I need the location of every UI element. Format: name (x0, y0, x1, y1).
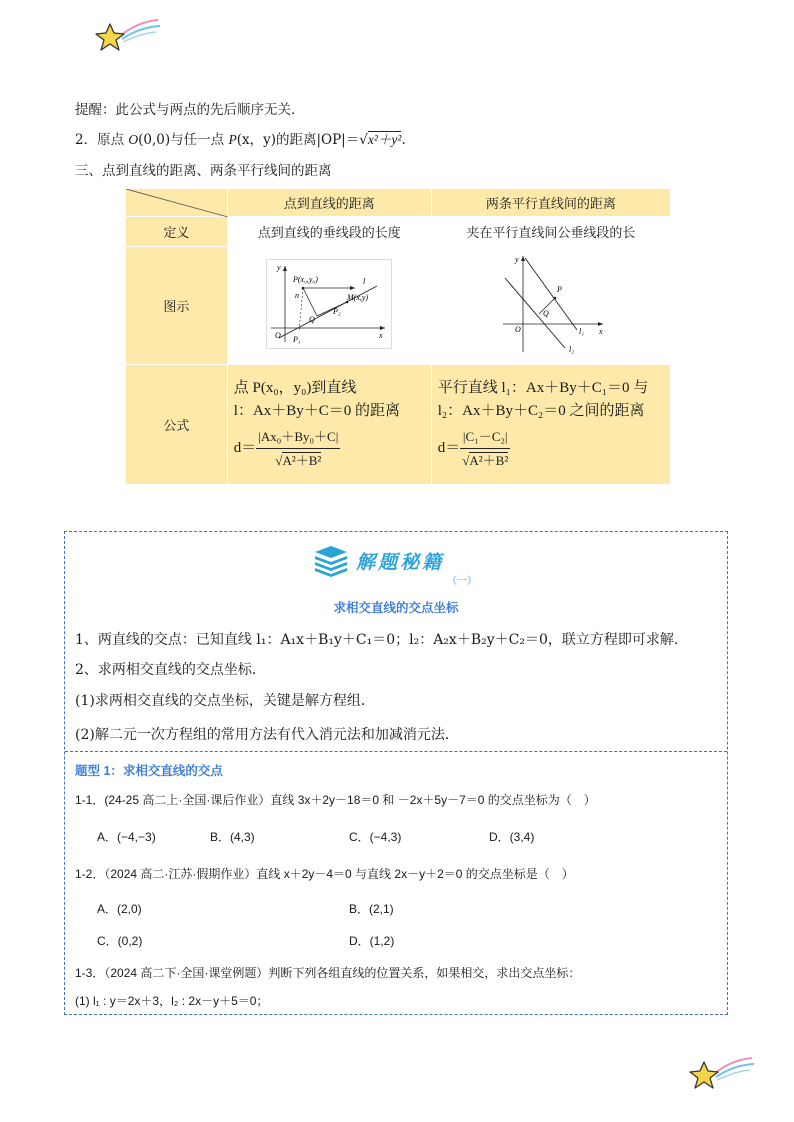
formula1-numerator: |Ax₀＋By₀＋C| (256, 425, 340, 449)
fig2-y: y (514, 254, 519, 264)
fig1-p2: P₂ (333, 306, 341, 316)
method-p3: (1)求两相交直线的交点坐标，关键是解方程组． (75, 693, 375, 709)
question-1-3-sub1: (1) l₁ : y＝2x＋3，l₂ : 2x－y＋5＝0； (75, 994, 269, 1008)
item2-pcoords: (x，y) (236, 132, 276, 148)
parallel-lines-diagram (495, 252, 607, 356)
item2-prefix: 2．原点 (75, 132, 129, 148)
question-1-1: 1-1．(24-25 高二上·全国·课后作业）直线 3x＋2y－18＝0 和 －2x＋5y－7＝0 的交点坐标为（ ） (75, 793, 596, 807)
formula2-numerator: |C₁－C₂| (460, 425, 510, 449)
distance-origin-line: 2．原点 O(0,0)与任一点 P(x，y)的距离|OP|＝√x²＋y². (75, 132, 406, 148)
books-icon (311, 544, 351, 578)
method-p2: 2、求两相交直线的交点坐标． (75, 662, 266, 678)
fig2-l1: l₁ (578, 326, 584, 336)
q1-option-d[interactable]: D．(3,4) (489, 830, 535, 844)
table-col-parallel: 两条平行直线间的距离 (431, 189, 670, 217)
item2-mid: 与任一点 (170, 132, 229, 148)
hint-line (75, 98, 305, 118)
definition-point-line: 点到直线的垂线段的长度 (227, 217, 431, 247)
fig1-p: P(x₀,y₀) (293, 274, 319, 284)
hint-text: 此公式与两点的先后顺序无关． (115, 102, 305, 118)
item2-tail: 的距离|OP|＝ (275, 132, 360, 148)
box-divider (65, 751, 727, 752)
q2-option-b[interactable]: B．(2,1) (349, 902, 394, 916)
section-heading: 三、点到直线的距离、两条平行线间的距离 (75, 163, 332, 179)
type-title: 题型 1：求相交直线的交点 (75, 764, 223, 778)
figure-parallel-cell (431, 247, 670, 365)
q2-option-c[interactable]: C．(0,2) (97, 934, 143, 948)
table-corner (126, 189, 228, 217)
fig2-q: Q (542, 308, 549, 318)
figure-point-line-cell (227, 247, 431, 365)
formula2-line2: l₂：Ax＋By＋C₂＝0 之间的距离 (437, 403, 645, 419)
definition-parallel: 夹在平行直线间公垂线段的长 (431, 217, 670, 247)
formula-point-line: 点 P(x₀，y₀)到直线 l：Ax＋By＋C＝0 的距离 d＝ $\frac{\text{|Ax₀＋By₀＋C|}}{\text{√A²＋B²}}$ (227, 365, 431, 485)
point-line-diagram (266, 259, 392, 349)
formula-parallel: 平行直线 l₁：Ax＋By＋C₁＝0 与 l₂：Ax＋By＋C₂＝0 之间的距离 d＝ $\frac{\text{|C₁－C₂|}}{\text{√A²＋B²}}$ (431, 365, 670, 485)
fig1-q: Q (309, 314, 316, 324)
method-p1: 1、两直线的交点：已知直线 l₁：A₁x＋B₁y＋C₁＝0；l₂：A₂x＋B₂y＋C₂＝0，联立方程即可求解. (75, 632, 679, 648)
banner-number: （一） (447, 576, 477, 587)
formula1-d: d＝ (233, 439, 257, 456)
banner (311, 544, 477, 587)
item2-p: P (228, 132, 237, 147)
item2-o: O (128, 132, 139, 147)
distance-table (125, 188, 671, 485)
row-label-formula: 公式 (126, 365, 228, 485)
fig2-p: P (556, 284, 562, 294)
q1-option-c[interactable]: C．(−4,3) (349, 830, 402, 844)
formula1-denominator: A²＋B² (282, 453, 322, 468)
question-1-2: 1-2．（2024 高二·江苏·假期作业）直线 x＋2y－4＝0 与直线 2x－y＋2＝0 的交点坐标是（ ） (75, 867, 574, 881)
fig2-o: O (514, 324, 521, 334)
method-p4: (2)解二元一次方程组的常用方法有代入消元法和加减消元法． (75, 727, 459, 743)
formula1-line2: l：Ax＋By＋C＝0 的距离 (233, 403, 401, 419)
table-col-point-line: 点到直线的距离 (227, 189, 431, 217)
banner-title: 解题秘籍 (356, 551, 445, 574)
q1-option-a[interactable]: A．(−4,−3) (97, 830, 156, 844)
item2-end: . (401, 132, 406, 148)
fig2-x: x (598, 326, 603, 336)
fig1-y: y (277, 262, 281, 272)
fig2-l2: l₂ (568, 344, 574, 354)
q2-option-d[interactable]: D．(1,2) (349, 934, 395, 948)
star-icon (686, 1052, 756, 1096)
formula2-denominator: A²＋B² (469, 453, 509, 468)
question-1-3: 1-3．（2024 高二下·全国·课堂例题）判断下列各组直线的位置关系，如果相交，求出交点坐标： (75, 966, 581, 980)
hint-label: 提醒： (75, 102, 116, 118)
fig1-n: n (295, 290, 300, 300)
q2-option-a[interactable]: A．(2,0) (97, 902, 142, 916)
formula2-line1: 平行直线 l₁：Ax＋By＋C₁＝0 与 (437, 380, 649, 396)
tips-box (64, 531, 728, 1015)
item2-root: x²＋y² (367, 132, 402, 147)
formula2-d: d＝ (437, 439, 461, 456)
fig1-o: O (275, 330, 282, 340)
row-label-figure: 图示 (126, 247, 228, 365)
formula1-line1: 点 P(x₀，y₀)到直线 (233, 380, 357, 396)
row-label-definition: 定义 (126, 217, 228, 247)
item2-coords: (0,0) (138, 132, 171, 148)
star-icon (92, 14, 162, 58)
fig1-p1: P₁ (293, 334, 301, 344)
box-heading: 求相交直线的交点坐标 (333, 601, 459, 615)
q1-option-b[interactable]: B．(4,3) (210, 830, 255, 844)
fig1-m: M(x,y) (347, 292, 369, 302)
fig1-l: l (363, 276, 366, 286)
fig1-x: x (379, 330, 383, 340)
